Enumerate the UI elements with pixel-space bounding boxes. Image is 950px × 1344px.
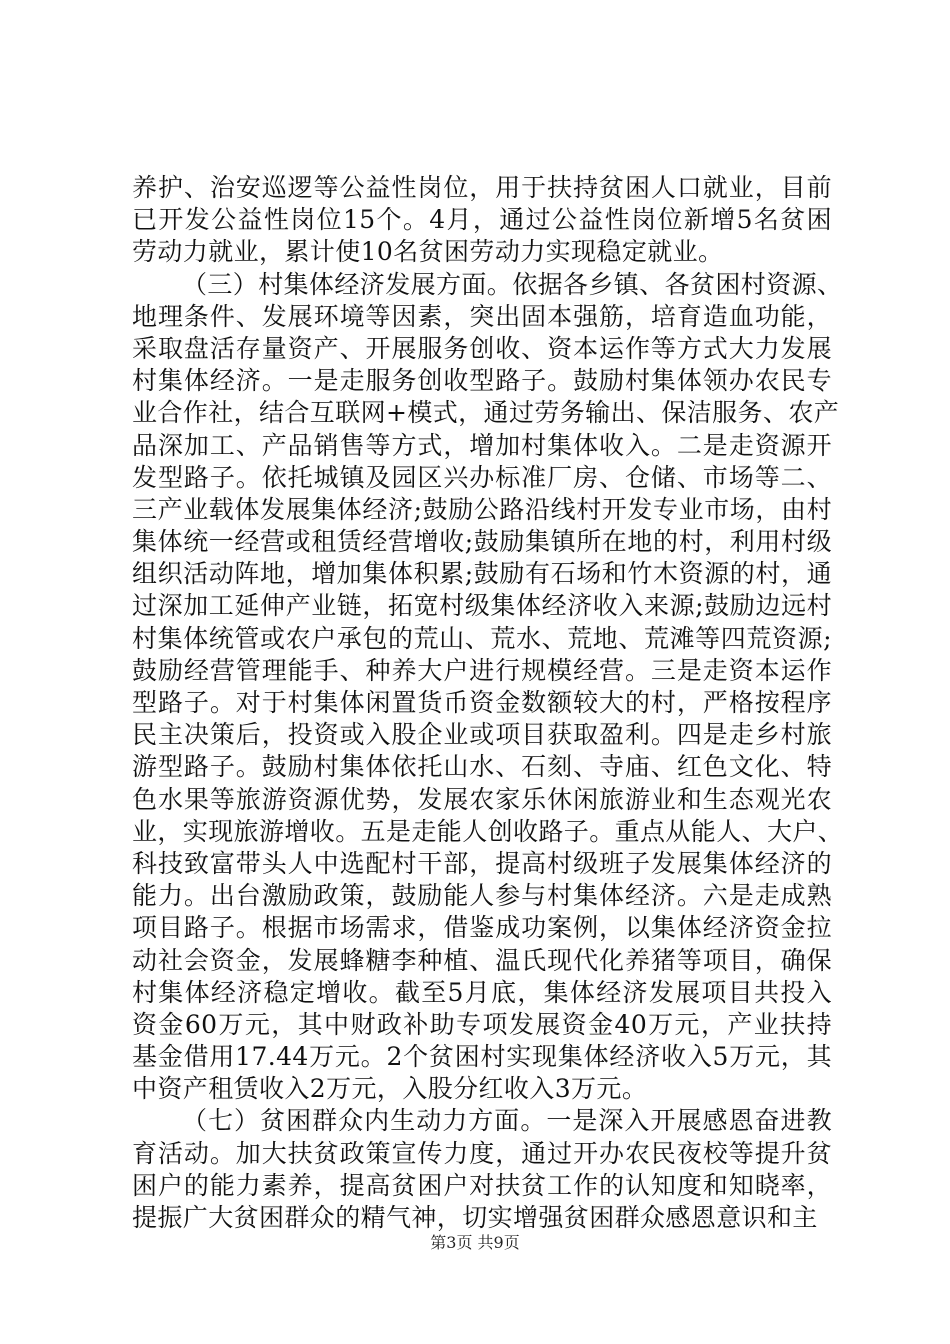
text-line: 组织活动阵地，增加集体积累;鼓励有石场和竹木资源的村，通 [132, 559, 832, 589]
text-line: 动社会资金，发展蜂糖李种植、温氏现代化养猪等项目，确保 [132, 945, 832, 975]
text-line: 能力。出台激励政策，鼓励能人参与村集体经济。六是走成熟 [132, 881, 832, 911]
paragraph [132, 172, 832, 269]
text-line: 基金借用17.44万元。2个贫困村实现集体经济收入5万元，其 [132, 1042, 832, 1072]
text-line: 采取盘活存量资产、开展服务创收、资本运作等方式大力发展 [132, 333, 832, 363]
paragraph [132, 1105, 832, 1234]
text-line: 业合作社，结合互联网+模式，通过劳务输出、保洁服务、农产 [132, 398, 840, 428]
text-line: 鼓励经营管理能手、种养大户进行规模经营。三是走资本运作 [132, 655, 832, 685]
text-line: 养护、治安巡逻等公益性岗位，用于扶持贫困人口就业，目前 [132, 173, 832, 202]
text-line: 地理条件、发展环境等因素，突出固本强筋，培育造血功能， [132, 301, 832, 331]
text-line: 资金60万元，其中财政补助专项发展资金40万元，产业扶持 [132, 1009, 832, 1039]
text-line: 村集体统管或农户承包的荒山、荒水、荒地、荒滩等四荒资源; [132, 623, 832, 653]
text-line: 科技致富带头人中选配村干部，提高村级班子发展集体经济的 [132, 848, 832, 878]
text-line: 村集体经济稳定增收。截至5月底，集体经济发展项目共投入 [132, 977, 832, 1007]
text-line: 中资产租赁收入2万元，入股分红收入3万元。 [132, 1074, 648, 1104]
document-body [132, 172, 844, 1234]
text-line: （七）贫困群众内生动力方面。一是深入开展感恩奋进教 [182, 1106, 832, 1136]
text-line: 项目路子。根据市场需求，借鉴成功案例，以集体经济资金拉 [132, 913, 832, 943]
text-line: 型路子。对于村集体闲置货币资金数额较大的村，严格按程序 [132, 688, 832, 717]
text-line: 提振广大贫困群众的精气神，切实增强贫困群众感恩意识和主 [132, 1203, 818, 1232]
text-line: 劳动力就业，累计使10名贫困劳动力实现稳定就业。 [132, 237, 724, 267]
text-line: 色水果等旅游资源优势，发展农家乐休闲旅游业和生态观光农 [132, 784, 832, 814]
text-line: 民主决策后，投资或入股企业或项目获取盈利。四是走乡村旅 [132, 720, 832, 750]
paragraph [132, 269, 844, 1106]
text-line: 困户的能力素养，提高贫困户对扶贫工作的认知度和知晓率， [132, 1170, 832, 1200]
text-line: 品深加工、产品销售等方式，增加村集体收入。二是走资源开 [132, 430, 832, 460]
text-line: 集体统一经营或租赁经营增收;鼓励集镇所在地的村，利用村级 [132, 527, 832, 557]
text-line: 三产业载体发展集体经济;鼓励公路沿线村开发专业市场，由村 [132, 494, 832, 524]
text-line: 村集体经济。一是走服务创收型路子。鼓励村集体领办农民专 [132, 366, 832, 396]
text-line: （三）村集体经济发展方面。依据各乡镇、各贫困村资源、 [182, 269, 843, 299]
text-line: 育活动。加大扶贫政策宣传力度，通过开办农民夜校等提升贫 [132, 1138, 832, 1168]
text-line: 过深加工延伸产业链，拓宽村级集体经济收入来源;鼓励边远村 [132, 591, 832, 621]
text-line: 发型路子。依托城镇及园区兴办标准厂房、仓储、市场等二、 [132, 462, 832, 492]
text-line: 业，实现旅游增收。五是走能人创收路子。重点从能人、大户、 [132, 816, 844, 846]
page-footer: 第3页 共9页 [430, 1233, 520, 1252]
text-line: 已开发公益性岗位15个。4月，通过公益性岗位新增5名贫困 [132, 205, 832, 235]
text-line: 游型路子。鼓励村集体依托山水、石刻、寺庙、红色文化、特 [132, 752, 832, 782]
